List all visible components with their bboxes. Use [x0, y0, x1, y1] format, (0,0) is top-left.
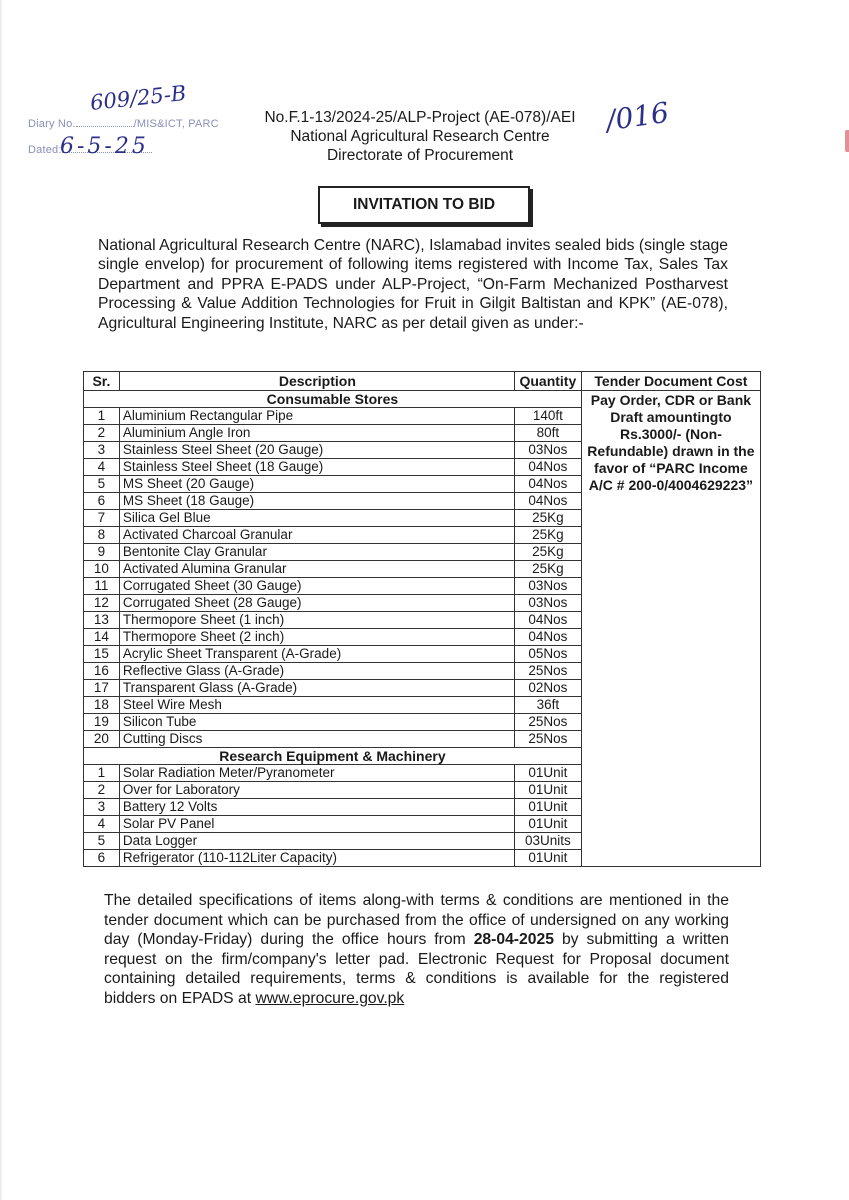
item-quantity: 04Nos: [514, 493, 581, 510]
item-description: Refrigerator (110-112Liter Capacity): [119, 850, 514, 867]
item-quantity: 01Unit: [514, 799, 581, 816]
dated-label: Dated:: [28, 144, 62, 156]
item-quantity: 01Unit: [514, 782, 581, 799]
item-serial: 13: [84, 612, 120, 629]
item-quantity: 04Nos: [514, 459, 581, 476]
header-quantity: Quantity: [514, 372, 581, 391]
item-quantity: 36ft: [514, 697, 581, 714]
item-serial: 1: [84, 408, 120, 425]
item-serial: 3: [84, 799, 120, 816]
item-quantity: 04Nos: [514, 612, 581, 629]
item-serial: 11: [84, 578, 120, 595]
item-serial: 6: [84, 850, 120, 867]
item-serial: 6: [84, 493, 120, 510]
header-tender-cost: Tender Document Cost: [581, 372, 760, 391]
item-description: Solar PV Panel: [119, 816, 514, 833]
item-description: Steel Wire Mesh: [119, 697, 514, 714]
purchase-start-date: 28-04-2025: [473, 931, 554, 949]
item-quantity: 25Nos: [514, 663, 581, 680]
table-body: [84, 391, 761, 867]
diary-line: [28, 118, 219, 130]
item-quantity: 25Nos: [514, 731, 581, 748]
item-quantity: 03Units: [514, 833, 581, 850]
item-description: Aluminium Angle Iron: [119, 425, 514, 442]
closing-paragraph: [104, 891, 729, 1009]
item-serial: 4: [84, 459, 120, 476]
item-description: Corrugated Sheet (30 Gauge): [119, 578, 514, 595]
item-quantity: 01Unit: [514, 850, 581, 867]
item-quantity: 05Nos: [514, 646, 581, 663]
organization-name: National Agricultural Research Centre: [290, 128, 550, 145]
item-quantity: 25Kg: [514, 544, 581, 561]
closing-text-2: by submitting a written request on the firm/company's letter pad. Electronic Request for Proposal document containing detailed requirements, terms & conditions is available for the registered bidders on EPADS at: [104, 931, 729, 1007]
item-serial: 14: [84, 629, 120, 646]
item-description: Reflective Glass (A-Grade): [119, 663, 514, 680]
item-description: Silicon Tube: [119, 714, 514, 731]
item-quantity: 80ft: [514, 425, 581, 442]
item-serial: 2: [84, 782, 120, 799]
item-quantity: 25Kg: [514, 561, 581, 578]
item-description: Cutting Discs: [119, 731, 514, 748]
diary-label: Diary No.: [28, 118, 76, 130]
item-description: Acrylic Sheet Transparent (A-Grade): [119, 646, 514, 663]
red-margin-mark: [845, 130, 849, 152]
item-quantity: 03Nos: [514, 595, 581, 612]
item-description: Activated Alumina Granular: [119, 561, 514, 578]
item-quantity: 04Nos: [514, 476, 581, 493]
item-description: Corrugated Sheet (28 Gauge): [119, 595, 514, 612]
eprocure-link[interactable]: www.eprocure.gov.pk: [255, 989, 405, 1007]
item-quantity: 140ft: [514, 408, 581, 425]
item-description: Transparent Glass (A-Grade): [119, 680, 514, 697]
handwritten-reference: /016: [604, 95, 671, 138]
item-serial: 9: [84, 544, 120, 561]
header-sr: Sr.: [84, 372, 120, 391]
item-serial: 20: [84, 731, 120, 748]
item-description: Data Logger: [119, 833, 514, 850]
item-quantity: 25Kg: [514, 510, 581, 527]
item-description: Stainless Steel Sheet (20 Gauge): [119, 442, 514, 459]
item-description: MS Sheet (20 Gauge): [119, 476, 514, 493]
item-quantity: 25Kg: [514, 527, 581, 544]
handwritten-date: 6-5-25: [60, 134, 149, 159]
scan-edge: [0, 0, 3, 1200]
item-serial: 1: [84, 765, 120, 782]
item-serial: 16: [84, 663, 120, 680]
tender-cost-cell: Pay Order, CDR or Bank Draft amountingto Rs.3000/- (Non-Refundable) drawn in the favor of “PARC Income A/C # 200-0/4004629223”: [581, 391, 760, 867]
letter-header: [250, 108, 590, 165]
item-description: Thermopore Sheet (2 inch): [119, 629, 514, 646]
handwritten-diary-number: 609/25-B: [89, 81, 188, 115]
item-serial: 8: [84, 527, 120, 544]
item-serial: 17: [84, 680, 120, 697]
section-row: [84, 391, 761, 408]
item-description: Aluminium Rectangular Pipe: [119, 408, 514, 425]
item-description: Solar Radiation Meter/Pyranometer: [119, 765, 514, 782]
items-table: [83, 371, 761, 867]
item-serial: 3: [84, 442, 120, 459]
item-description: Over for Laboratory: [119, 782, 514, 799]
item-serial: 5: [84, 476, 120, 493]
item-quantity: 01Unit: [514, 765, 581, 782]
document-title: INVITATION TO BID: [318, 186, 530, 224]
item-description: MS Sheet (18 Gauge): [119, 493, 514, 510]
section-title: Consumable Stores: [84, 391, 582, 408]
item-serial: 4: [84, 816, 120, 833]
item-description: Stainless Steel Sheet (18 Gauge): [119, 459, 514, 476]
item-serial: 2: [84, 425, 120, 442]
item-description: Thermopore Sheet (1 inch): [119, 612, 514, 629]
item-quantity: 04Nos: [514, 629, 581, 646]
item-quantity: 01Unit: [514, 816, 581, 833]
item-description: Bentonite Clay Granular: [119, 544, 514, 561]
item-serial: 7: [84, 510, 120, 527]
item-serial: 19: [84, 714, 120, 731]
diary-org: /MIS&ICT, PARC: [133, 118, 219, 130]
item-quantity: 25Nos: [514, 714, 581, 731]
item-serial: 15: [84, 646, 120, 663]
table-header-row: [84, 372, 761, 391]
item-serial: 10: [84, 561, 120, 578]
intro-paragraph: National Agricultural Research Centre (NARC), Islamabad invites sealed bids (single stage single envelop) for procurement of following items registered with Income Tax, Sales Tax Department and PPRA E-PADS under ALP-Project, “On-Farm Mechanized Postharvest Processing & Value Addition Technologies for Fruit in Gilgit Baltistan and KPK” (AE-078), Agricultural Engineering Institute, NARC as per detail given as under:-: [98, 237, 728, 332]
item-serial: 18: [84, 697, 120, 714]
item-description: Activated Charcoal Granular: [119, 527, 514, 544]
item-quantity: 03Nos: [514, 442, 581, 459]
directorate-name: Directorate of Procurement: [326, 147, 514, 164]
item-serial: 5: [84, 833, 120, 850]
item-serial: 12: [84, 595, 120, 612]
closing-text-1: The detailed specifications of items along-with terms & conditions are mentioned in the tender document which can be purchased from the office of undersigned on any working day (Monday-Friday) during the office hours from: [104, 892, 729, 949]
item-quantity: 03Nos: [514, 578, 581, 595]
file-number: No.F.1-13/2024-25/ALP-Project (AE-078)/AEI: [264, 109, 576, 126]
section-title: Research Equipment & Machinery: [84, 748, 582, 765]
item-quantity: 02Nos: [514, 680, 581, 697]
header-description: Description: [119, 372, 514, 391]
item-description: Battery 12 Volts: [119, 799, 514, 816]
item-description: Silica Gel Blue: [119, 510, 514, 527]
